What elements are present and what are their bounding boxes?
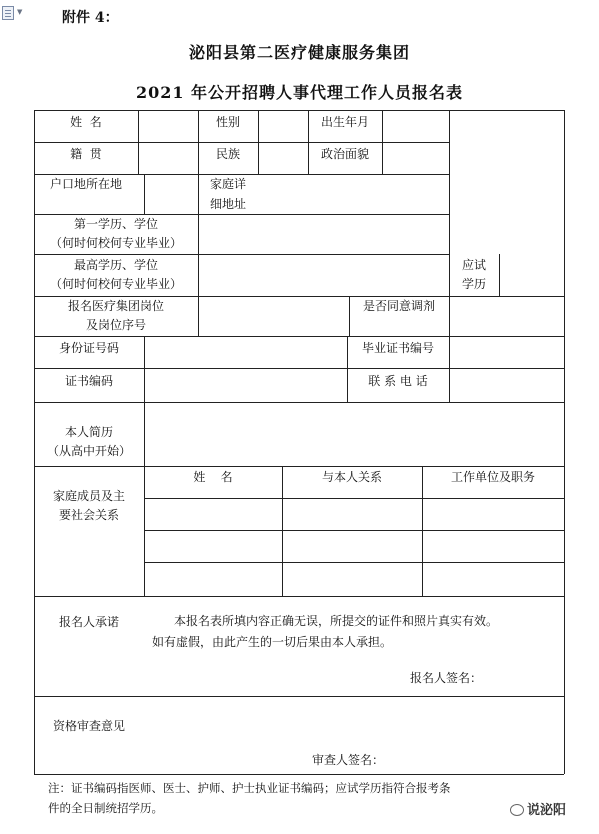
highest-education-label-1: 最高学历、学位	[73, 258, 158, 272]
exam-education-label-2: 学历	[461, 277, 486, 291]
id-number-label: 身份证号码	[58, 341, 119, 355]
form-title-line1: 泌阳县第二医疗健康服务集团	[188, 43, 410, 62]
row-line	[144, 498, 564, 499]
form-title-line2: 2021 年公开招聘人事代理工作人员报名表	[135, 83, 464, 102]
col-line	[144, 174, 145, 214]
family-name-header: 姓 名	[193, 470, 233, 484]
col-line	[144, 336, 145, 596]
registration-form-table	[34, 110, 564, 774]
row-line	[34, 142, 449, 143]
home-address-label-2: 细地址	[209, 197, 246, 211]
row-line	[34, 774, 564, 775]
row-line	[34, 368, 564, 369]
col-line	[138, 110, 139, 174]
first-education-label-1: 第一学历、学位	[73, 217, 158, 231]
attachment-label: 附件 4：	[62, 10, 119, 26]
dropdown-caret-icon[interactable]: ▼	[17, 8, 23, 16]
ethnicity-label: 民族	[215, 147, 240, 161]
family-label-1: 家庭成员及主	[52, 489, 125, 503]
first-education-label-2: （何时何校何专业毕业）	[49, 236, 182, 250]
exam-education-label-1: 应试	[461, 258, 486, 272]
pledge-text-line2: 如有虚假，由此产生的一切后果由本人承担。	[152, 635, 393, 649]
photo-area	[450, 111, 563, 253]
row-line	[34, 336, 564, 337]
pledge-text-line1: 本报名表所填内容正确无误，所提交的证件和照片真实有效。	[174, 614, 499, 628]
adjustment-consent-label: 是否同意调剂	[362, 299, 435, 313]
resume-label-2: （从高中开始）	[46, 444, 131, 458]
watermark-text: 说泌阳	[527, 803, 567, 818]
row-line	[144, 530, 564, 531]
reviewer-signature-label: 审查人签名：	[312, 753, 385, 767]
home-address-label-1: 家庭详	[209, 177, 246, 191]
family-label-2: 要社会关系	[58, 508, 119, 522]
family-relation-header: 与本人关系	[321, 470, 382, 484]
col-line	[198, 214, 199, 336]
col-line	[564, 110, 565, 774]
col-line	[258, 110, 259, 174]
position-label-2: 及岗位序号	[85, 318, 146, 332]
row-line	[144, 562, 564, 563]
birth-label: 出生年月	[320, 115, 369, 129]
row-line	[34, 402, 564, 403]
document-icon	[2, 6, 14, 20]
wechat-icon	[510, 804, 524, 816]
native-place-label: 籍 贯	[70, 147, 102, 161]
gender-label: 性别	[215, 115, 240, 129]
row-line	[34, 696, 564, 697]
hukou-location-label: 户口地所在地	[49, 177, 122, 191]
footnote-line2: 件的全日制统招学历。	[48, 801, 163, 815]
resume-label-1: 本人简历	[64, 425, 113, 439]
pledge-label: 报名人承诺	[58, 615, 119, 629]
review-opinion-label: 资格审查意见	[52, 719, 125, 733]
applicant-signature-label: 报名人签名：	[410, 671, 483, 685]
col-line	[382, 110, 383, 174]
col-line	[499, 254, 500, 296]
watermark	[510, 799, 566, 818]
certificate-code-label: 证书编码	[64, 374, 113, 388]
family-work-header: 工作单位及职务	[450, 470, 535, 484]
highest-education-label-2: （何时何校何专业毕业）	[49, 277, 182, 291]
row-line	[34, 596, 564, 597]
name-label: 姓 名	[70, 115, 102, 129]
position-label-1: 报名医疗集团岗位	[67, 299, 164, 313]
footnote-line1: 注：证书编码指医师、医士、护师、护士执业证书编码；应试学历指符合报考条	[48, 781, 451, 795]
phone-label: 联 系 电 话	[368, 374, 428, 388]
footnote	[48, 778, 568, 818]
political-status-label: 政治面貌	[320, 147, 369, 161]
graduation-cert-label: 毕业证书编号	[361, 341, 434, 355]
